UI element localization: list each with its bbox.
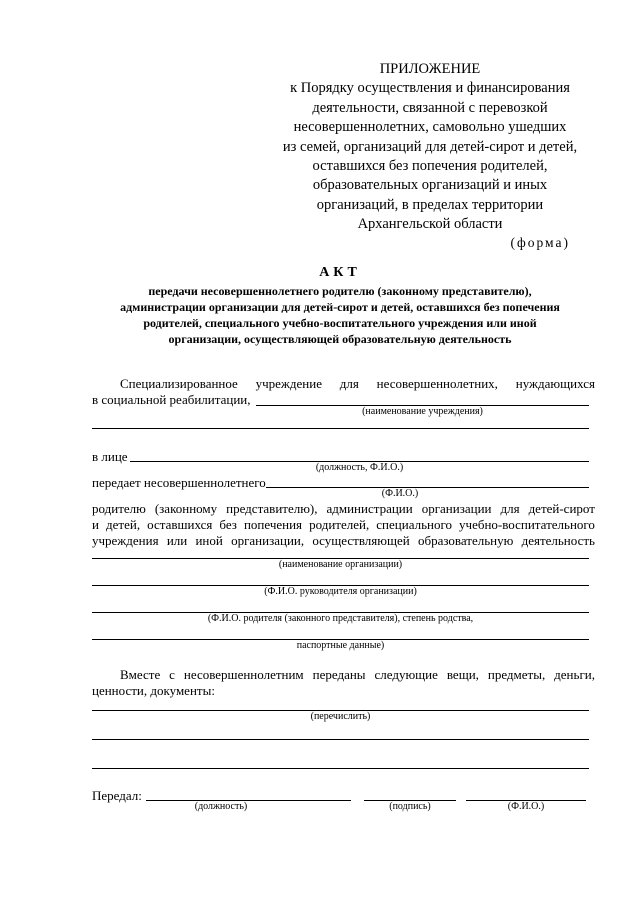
word: организации, [231, 533, 305, 548]
caption-parent: (Ф.И.О. родителя (законного представителя), степень родства, [207, 613, 474, 624]
subtitle-line: передачи несовершеннолетнего родителю (законному представителю), [148, 284, 532, 298]
document-title: АКТ [319, 265, 361, 280]
appendix-line: из семей, организаций для детей-сирот и детей, [282, 138, 578, 155]
caption-position: (должность, Ф.И.О.) [315, 462, 404, 473]
word: родителю [92, 501, 146, 516]
word: образовательную [417, 533, 514, 548]
handed-over-label: Передал: [92, 788, 142, 803]
word: нуждающихся [515, 376, 595, 391]
word: несовершеннолетним [183, 667, 304, 682]
caption-passport: паспортные данные) [296, 640, 385, 651]
para3-line1 [120, 667, 595, 683]
word: оставшихся [147, 517, 213, 532]
word: организации [421, 501, 492, 516]
para2-line1 [92, 501, 595, 517]
caption-sig-fio: (Ф.И.О.) [507, 801, 545, 812]
caption-list: (перечислить) [310, 711, 371, 722]
word: учебно-воспитательного [459, 517, 595, 532]
word: или [166, 533, 188, 548]
word: несовершеннолетних, [376, 376, 498, 391]
appendix-line: деятельности, связанной с перевозкой [312, 99, 548, 116]
word: Специализированное [120, 376, 238, 391]
appendix-line: Архангельской области [357, 216, 503, 233]
word: вещи, [446, 667, 479, 682]
para1-line1 [120, 376, 595, 392]
word: представителю), [226, 501, 318, 516]
word: Вместе [120, 667, 161, 682]
in-person-label: в лице [92, 449, 128, 464]
word: деньги, [554, 667, 595, 682]
word: детей, [106, 517, 141, 532]
word: учреждение [255, 376, 322, 391]
document-subtitle [60, 283, 620, 347]
word: детей-сирот [528, 501, 595, 516]
word: родителей, [309, 517, 370, 532]
para1-line2: в социальной реабилитации, [92, 392, 251, 407]
appendix-line: оставшихся без попечения родителей, [312, 158, 548, 175]
word: иной [195, 533, 223, 548]
subtitle-line: организации, осуществляющей образовательную деятельность [168, 332, 512, 346]
appendix-heading: ПРИЛОЖЕНИЕ [379, 61, 481, 77]
para2-line3 [92, 533, 595, 549]
items-field-line-3[interactable] [92, 768, 589, 769]
word: переданы [312, 667, 366, 682]
word: для [339, 376, 359, 391]
transfers-label: передает несовершеннолетнего [92, 475, 266, 490]
caption-sig-position: (должность) [194, 801, 248, 812]
word: следующие [374, 667, 438, 682]
word: учреждения [92, 533, 159, 548]
appendix-line: организаций, в пределах территории [316, 196, 544, 213]
form-label: (форма) [510, 235, 570, 250]
appendix-line: несовершеннолетних, самовольно ушедших [293, 119, 567, 136]
word: с [169, 667, 175, 682]
word: осуществляющей [312, 533, 410, 548]
word: предметы, [487, 667, 546, 682]
appendix-line: образовательных организаций и иных [312, 177, 548, 194]
subtitle-line: родителей, специального учебно-воспитательного учреждения или иной [143, 316, 537, 330]
caption-org: (наименование организации) [278, 559, 403, 570]
institution-field-line-2[interactable] [92, 428, 589, 429]
word: без [219, 517, 237, 532]
word: для [500, 501, 520, 516]
word: (законному [154, 501, 218, 516]
items-field-line-2[interactable] [92, 739, 589, 740]
word: администрации [326, 501, 413, 516]
para2-line2 [92, 517, 595, 533]
appendix-line: к Порядку осуществления и финансирования [290, 80, 570, 97]
appendix-block [250, 60, 610, 235]
caption-sig-signature: (подпись) [389, 801, 431, 812]
word: специального [376, 517, 452, 532]
word: попечения [243, 517, 303, 532]
word: деятельность [521, 533, 595, 548]
word: и [92, 517, 99, 532]
caption-head: (Ф.И.О. руководителя организации) [264, 586, 417, 597]
para3-line2: ценности, документы: [92, 683, 215, 698]
caption-institution: (наименование учреждения) [362, 406, 483, 417]
subtitle-line: администрации организации для детей-сирот и детей, оставшихся без попечения [120, 300, 560, 314]
caption-fio: (Ф.И.О.) [381, 488, 419, 499]
